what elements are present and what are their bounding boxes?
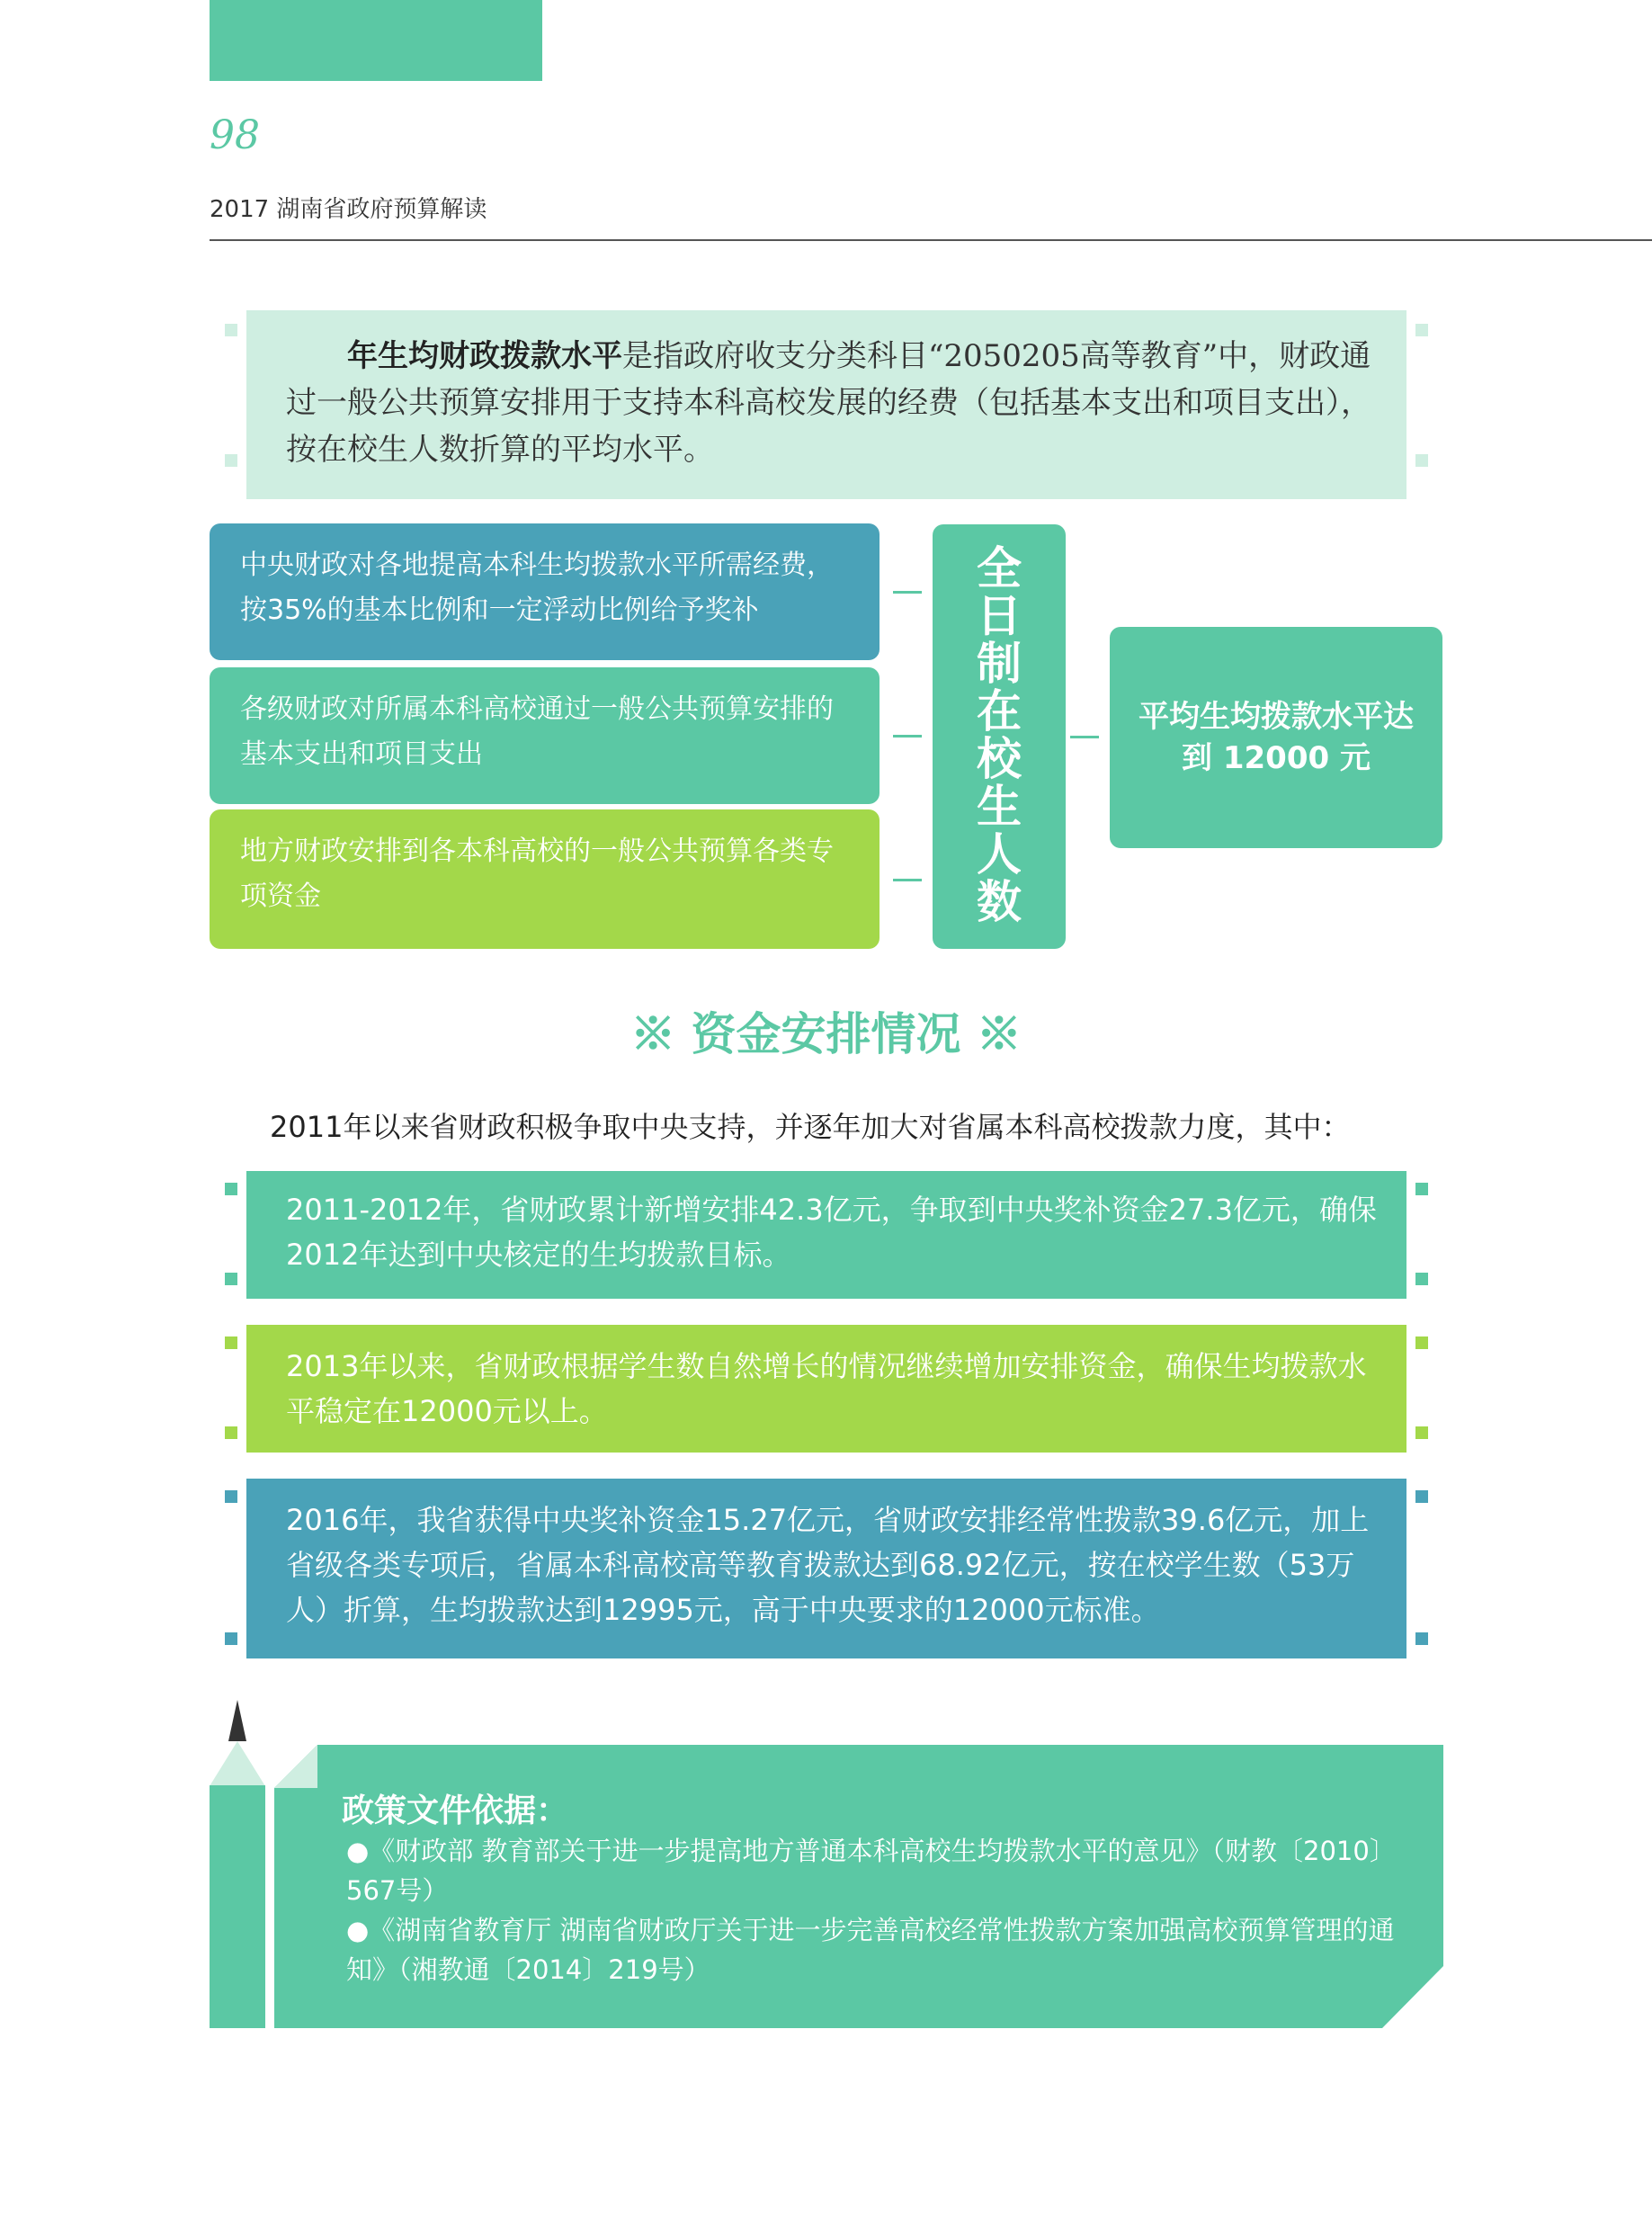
pixel-deco xyxy=(1415,1336,1428,1349)
header-color-tab xyxy=(210,0,542,81)
page-number: 98 xyxy=(210,112,260,158)
pixel-deco xyxy=(225,1336,237,1349)
pencil-wood xyxy=(210,1741,265,1786)
divisor-char: 全 xyxy=(977,541,1022,594)
definition-body: 是指政府收支分类科目“2050205高等教育”中，财政通过一般公共预算安排用于支持本科高校发展的经费（包括基本支出和项目支出），按在校生人数折算的平均水平。 xyxy=(286,338,1371,468)
banner-text-3: 2016年，我省获得中央奖补资金15.27亿元，省财政安排经常性拨款39.6亿元，加上省级各类专项后，省属本科高校高等教育拨款达到68.92亿元，按在校学生数（53万人）折算，生均拨款达到12995元，高于中央要求的12000元标准。 xyxy=(286,1503,1370,1627)
banner-text-1: 2011-2012年，省财政累计新增安排42.3亿元，争取到中央奖补资金27.3亿元，确保2012年达到中央核定的生均拨款目标。 xyxy=(286,1193,1377,1272)
pixel-deco xyxy=(225,324,237,336)
connector-line xyxy=(893,591,922,594)
divisor-label xyxy=(933,541,1066,928)
divisor-char: 校 xyxy=(977,732,1022,785)
divisor-char: 在 xyxy=(977,684,1022,738)
source-box-central: 中央财政对各地提高本科生均拨款水平所需经费，按35%的基本比例和一定浮动比例给予奖补 xyxy=(210,523,880,660)
pixel-deco xyxy=(225,1426,237,1439)
divisor-char: 数 xyxy=(977,875,1022,928)
pixel-deco xyxy=(1415,1632,1428,1645)
source-box-all-levels: 各级财政对所属本科高校通过一般公共预算安排的基本支出和项目支出 xyxy=(210,667,880,804)
divisor-char: 制 xyxy=(977,637,1022,690)
section-title: ※ 资金安排情况 ※ xyxy=(630,1007,1022,1060)
result-box: 平均生均拨款水平达到 12000 元 xyxy=(1110,627,1442,848)
pixel-deco xyxy=(1415,324,1428,336)
pixel-deco xyxy=(225,1273,237,1285)
source-box-local: 地方财政安排到各本科高校的一般公共预算各类专项资金 xyxy=(210,809,880,949)
running-title: 2017 湖南省政府预算解读 xyxy=(210,196,487,223)
pixel-deco xyxy=(1415,1183,1428,1195)
connector-line xyxy=(1070,736,1099,738)
section-intro: 2011年以来省财政积极争取中央支持，并逐年加大对省属本科高校拨款力度，其中： xyxy=(270,1110,1351,1144)
pixel-deco xyxy=(225,454,237,467)
page-fold-corner xyxy=(274,1745,317,1788)
pixel-deco xyxy=(1415,1490,1428,1503)
pencil-icon xyxy=(228,1700,246,1741)
connector-line xyxy=(893,879,922,881)
definition-text xyxy=(286,333,1374,473)
divisor-char: 生 xyxy=(977,780,1022,833)
pencil-body xyxy=(210,1785,265,2028)
policy-item: ●《财政部 教育部关于进一步提高地方普通本科高校生均拨款水平的意见》（财教〔2010〕567号） xyxy=(346,1836,1396,1906)
banner-text-2: 2013年以来，省财政根据学生数自然增长的情况继续增加安排资金，确保生均拨款水平稳定在12000元以上。 xyxy=(286,1349,1367,1428)
definition-term: 年生均财政拨款水平 xyxy=(347,338,622,374)
divisor-char: 人 xyxy=(977,827,1022,881)
divisor-char: 日 xyxy=(977,589,1022,642)
policy-title: 政策文件依据： xyxy=(342,1792,569,1829)
pixel-deco xyxy=(1415,454,1428,467)
connector-line xyxy=(893,735,922,738)
header-rule xyxy=(210,239,1652,241)
pixel-deco xyxy=(225,1490,237,1503)
pixel-deco xyxy=(1415,1426,1428,1439)
pixel-deco xyxy=(225,1183,237,1195)
pixel-deco xyxy=(1415,1273,1428,1285)
policy-item: ●《湖南省教育厅 湖南省财政厅关于进一步完善高校经常性拨款方案加强高校预算管理的通知》（湘教通〔2014〕219号） xyxy=(346,1915,1395,1985)
pixel-deco xyxy=(225,1632,237,1645)
